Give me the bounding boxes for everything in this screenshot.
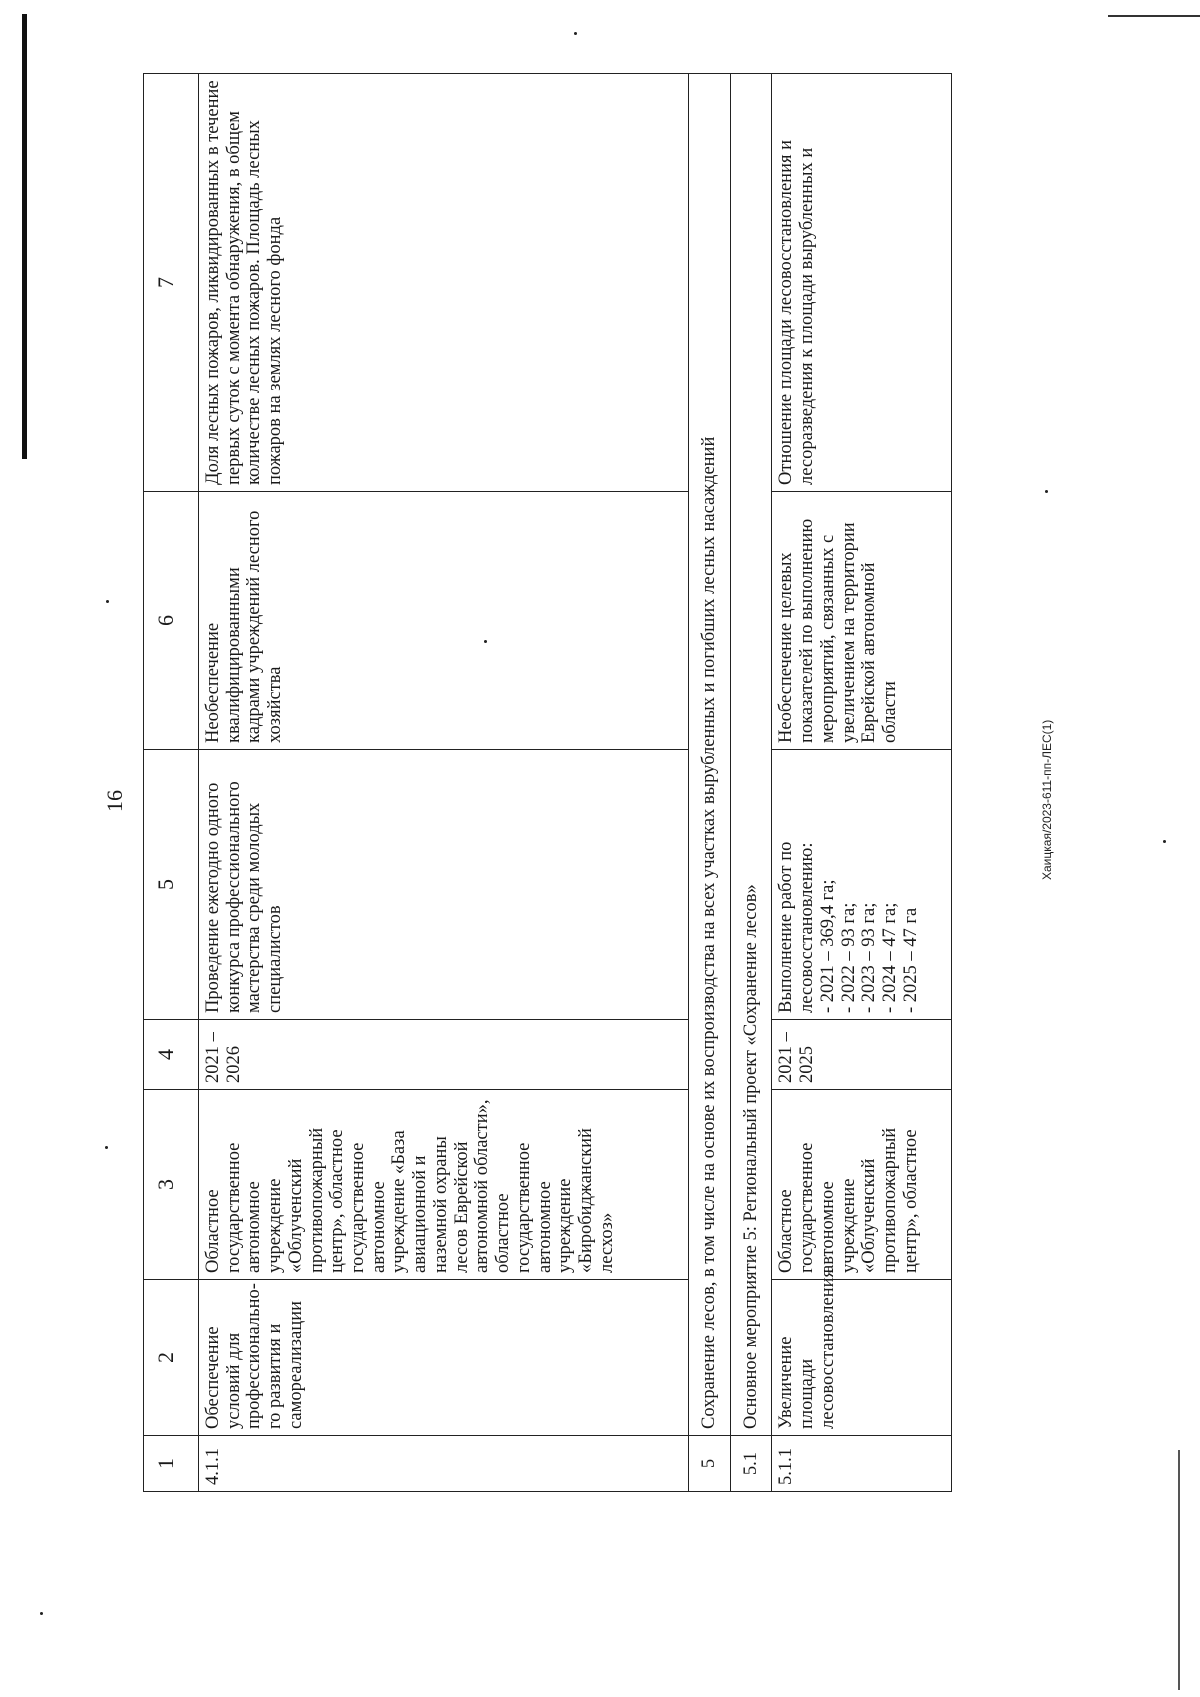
row-number: 5.1.1 — [772, 1436, 952, 1492]
indicator-link: Доля лесных пожаров, ликвидированных в течение первых суток с момента обнаружения, в общем количестве лесных пожаров. Площадь лесных пожаров на землях лесного фонда — [199, 74, 689, 492]
header-cell: 4 — [144, 1020, 199, 1090]
subsection-number: 5.1 — [730, 1436, 772, 1492]
expected-result: Проведение ежегодно одного конкурса профессионального мастерства среди молодых специалистов — [199, 750, 689, 1020]
section-row — [689, 74, 731, 1492]
header-cell: 7 — [144, 74, 199, 492]
header-cell: 2 — [144, 1280, 199, 1436]
document-table — [143, 73, 952, 1492]
scan-speck — [40, 1612, 43, 1615]
scan-edge-top — [1108, 15, 1200, 17]
consequences: Необеспечение квалифицированными кадрами учреждений лесного хозяйства — [199, 492, 689, 750]
table-row — [772, 74, 952, 1492]
expected-result: Выполнение работ по лесовосстановлению: - 2021 – 369,4 га; - 2022 – 93 га; - 2023 – 93 га; - 2024 – 47 га; - 2025 – 47 га — [772, 750, 952, 1020]
header-cell: 1 — [144, 1436, 199, 1492]
responsible-executor: Областное государственное автономное учреждение «Облученский противопожарный центр», областное государственное автономное учреждение «База авиационной и наземной охраны лесов Еврейской автономной области», областное государственное автономное учреждение «Биробиджанский лесхоз» — [199, 1090, 689, 1280]
header-cell: 6 — [144, 492, 199, 750]
implementation-period: 2021 – 2026 — [199, 1020, 689, 1090]
document-code: Хаицкая/2023-611-пп-ЛЕС(1) — [1040, 719, 1054, 880]
scan-speck — [106, 600, 109, 603]
scan-speck — [574, 32, 577, 35]
row-number: 4.1.1 — [199, 1436, 689, 1492]
section-title: Сохранение лесов, в том числе на основе их воспроизводства на всех участках вырубленных и погибших лесных насаждений — [689, 74, 731, 1436]
implementation-period: 2021 – 2025 — [772, 1020, 952, 1090]
scan-speck — [1163, 840, 1166, 843]
table-row — [199, 74, 689, 1492]
page-number: 16 — [102, 790, 127, 812]
subsection-title: Основное мероприятие 5: Региональный проект «Сохранение лесов» — [730, 74, 772, 1436]
scan-edge-left — [22, 14, 27, 459]
scan-edge-right — [1178, 1450, 1180, 1690]
header-cell: 5 — [144, 750, 199, 1020]
document-table-container — [143, 74, 1048, 1492]
header-cell: 3 — [144, 1090, 199, 1280]
activity-name: Обеспечение условий для профессионально-го развития и самореализации — [199, 1280, 689, 1436]
section-number: 5 — [689, 1436, 731, 1492]
scan-speck — [105, 1146, 108, 1149]
consequences: Необеспечение целевых показателей по выполнению мероприятий, связанных с увеличением на территории Еврейской автономной области — [772, 492, 952, 750]
indicator-link: Отношение площади лесовосстановления и лесоразведения к площади вырубленных и — [772, 74, 952, 492]
responsible-executor: Областное государственное автономное учреждение «Облученский противопожарный центр», областное — [772, 1090, 952, 1280]
subsection-row — [730, 74, 772, 1492]
activity-name: Увеличение площади лесовосстановления — [772, 1280, 952, 1436]
table-header-row — [144, 74, 199, 1492]
